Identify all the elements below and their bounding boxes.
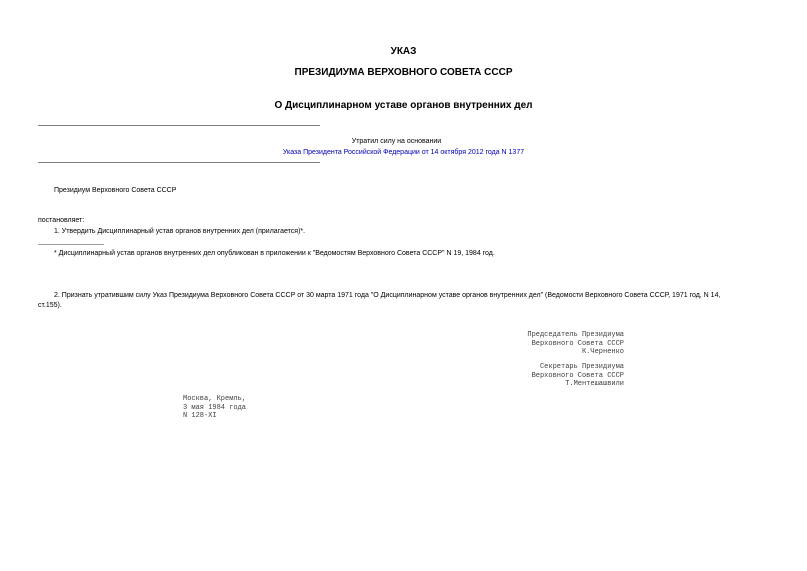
date: 3 мая 1984 года xyxy=(183,403,247,412)
decree-type-heading: УКАЗ xyxy=(390,46,417,57)
secretary-title-line-1: Секретарь Президиума xyxy=(539,363,624,371)
chair-name: К.Черненко xyxy=(581,348,624,356)
place-date-block xyxy=(183,395,246,421)
invalidation-note: Утратил силу на основании xyxy=(351,138,442,145)
secretary-name: Т.Ментешашвили xyxy=(565,380,624,388)
document-title: О Дисциплинарном уставе органов внутренних дел xyxy=(274,100,533,111)
issuer-heading: ПРЕЗИДИУМА ВЕРХОВНОГО СОВЕТА СССР xyxy=(294,67,513,78)
secretary-title-line-2: Верховного Совета СССР xyxy=(531,371,624,380)
footnote: * Дисциплинарный устав органов внутренних дел опубликован в приложении к "Ведомостям Верховного Совета СССР" N 19, 1984 год. xyxy=(54,250,495,257)
decree-number: N 128-XI xyxy=(183,412,217,420)
footnote-divider xyxy=(38,244,104,245)
chair-title-line-1: Председатель Президиума xyxy=(527,331,624,339)
chair-title-line-2: Верховного Совета СССР xyxy=(531,339,624,348)
divider-bottom xyxy=(38,162,320,163)
issuer-text: Президиум Верховного Совета СССР xyxy=(54,187,177,194)
item-2-line-2: ст.155). xyxy=(38,302,62,309)
divider-top xyxy=(38,125,320,126)
secretary-signature xyxy=(532,363,624,389)
chair-signature xyxy=(527,331,624,357)
item-1: 1. Утвердить Дисциплинарный устав органов внутренних дел (прилагается)*. xyxy=(54,228,306,235)
item-2-line-1: 2. Признать утратившим силу Указ Президиума Верховного Совета СССР от 30 марта 1971 года "О Дисциплинарном уставе органов внутренних дел" (Ведомости Верховного Совета СССР, 1971 год, N 14, xyxy=(54,292,721,299)
place: Москва, Кремль, xyxy=(183,395,247,403)
decrees-text: постановляет: xyxy=(38,217,85,224)
invalidation-link[interactable]: Указа Президента Российской Федерации от 14 октября 2012 года N 1377 xyxy=(282,149,525,156)
